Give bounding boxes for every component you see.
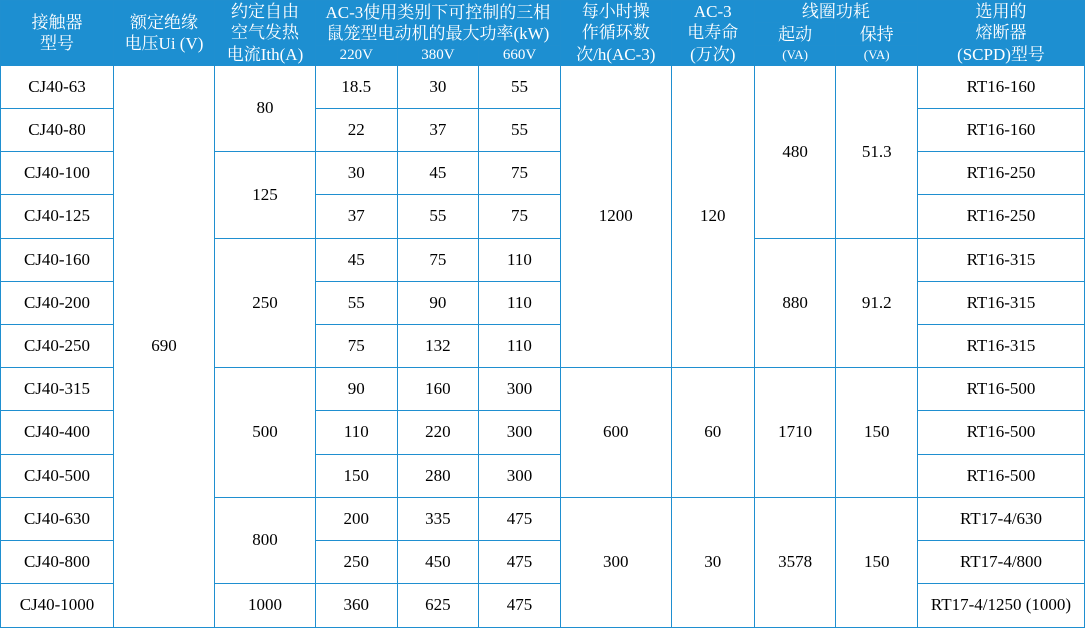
cell-cycles-300: 300 <box>560 497 671 627</box>
cell-power-660v: 110 <box>479 324 561 367</box>
cell-power-660v: 55 <box>479 108 561 151</box>
cell-coil-start-3578: 3578 <box>754 497 836 627</box>
cell-scpd: RT16-315 <box>918 324 1085 367</box>
cell-power-220v: 55 <box>316 281 398 324</box>
header-power-line2: 鼠笼型电动机的最大功率(kW) <box>326 23 550 43</box>
cell-life-120: 120 <box>671 65 754 367</box>
header-coil-hold <box>836 23 918 45</box>
cell-power-380v: 37 <box>397 108 479 151</box>
table-row <box>1 65 1085 108</box>
header-cycles-line2: 作循环数 <box>581 23 650 43</box>
cell-power-220v: 37 <box>316 195 398 238</box>
header-power-660v: 660V <box>479 45 561 65</box>
cell-power-220v: 22 <box>316 108 398 151</box>
cell-scpd: RT16-250 <box>918 195 1085 238</box>
cell-scpd: RT16-500 <box>918 411 1085 454</box>
header-ui-line1: 额定绝缘 <box>130 12 198 32</box>
cell-power-220v: 150 <box>316 454 398 497</box>
cell-power-220v: 45 <box>316 238 398 281</box>
cell-life-60: 60 <box>671 368 754 498</box>
cell-power-220v: 75 <box>316 324 398 367</box>
cell-power-660v: 475 <box>479 497 561 540</box>
cell-scpd: RT16-160 <box>918 108 1085 151</box>
header-ith-line1: 约定自由 <box>231 2 299 21</box>
cell-model: CJ40-800 <box>1 540 114 583</box>
header-power-line1: AC-3使用类别下可控制的三相 <box>325 2 551 22</box>
cell-model: CJ40-1000 <box>1 584 114 627</box>
cell-power-380v: 55 <box>397 195 479 238</box>
cell-power-380v: 30 <box>397 65 479 108</box>
header-cycles-line1: 每小时操 <box>581 2 650 21</box>
cell-scpd: RT17-4/630 <box>918 497 1085 540</box>
header-row-1 <box>1 1 1085 23</box>
cell-power-220v: 360 <box>316 584 398 627</box>
cell-power-660v: 75 <box>479 195 561 238</box>
header-coil-consumption-group: 线圈功耗 <box>754 1 917 23</box>
header-model-line1: 接触器 <box>31 12 83 32</box>
cell-power-380v: 132 <box>397 324 479 367</box>
header-life-line1: AC-3 <box>693 2 732 21</box>
cell-power-380v: 90 <box>397 281 479 324</box>
cell-power-380v: 160 <box>397 368 479 411</box>
header-thermal-current <box>215 1 316 66</box>
cell-model: CJ40-63 <box>1 65 114 108</box>
cell-power-220v: 110 <box>316 411 398 454</box>
header-ith-line3: 电流Ith(A) <box>226 44 304 64</box>
cell-life-30: 30 <box>671 497 754 627</box>
table-header <box>1 1 1085 66</box>
cell-power-660v: 110 <box>479 238 561 281</box>
cell-thermal-current-80: 80 <box>215 65 316 151</box>
header-model <box>1 1 114 66</box>
header-coil-start <box>754 23 836 45</box>
header-coil-hold-unit: (VA) <box>836 45 918 65</box>
cell-power-660v: 300 <box>479 411 561 454</box>
header-power-220v: 220V <box>316 45 398 65</box>
header-cycles-line3: 次/h(AC-3) <box>576 44 656 64</box>
cell-power-220v: 90 <box>316 368 398 411</box>
cell-power-660v: 300 <box>479 454 561 497</box>
cell-power-380v: 280 <box>397 454 479 497</box>
header-life-line3: (万次) <box>690 44 736 64</box>
cell-coil-start-480: 480 <box>754 65 836 238</box>
cell-model: CJ40-160 <box>1 238 114 281</box>
cell-model: CJ40-630 <box>1 497 114 540</box>
cell-coil-hold-150-a: 150 <box>836 368 918 498</box>
header-scpd-line3: (SCPD)型号 <box>957 44 1045 64</box>
header-max-power-group <box>316 1 561 46</box>
cell-model: CJ40-200 <box>1 281 114 324</box>
cell-model: CJ40-100 <box>1 152 114 195</box>
header-model-line2: 型号 <box>40 33 74 53</box>
cell-power-380v: 220 <box>397 411 479 454</box>
cell-coil-hold-912: 91.2 <box>836 238 918 368</box>
cell-power-660v: 75 <box>479 152 561 195</box>
cell-scpd: RT16-315 <box>918 238 1085 281</box>
cell-coil-start-880: 880 <box>754 238 836 368</box>
cell-thermal-current-125: 125 <box>215 152 316 238</box>
cell-cycles-600: 600 <box>560 368 671 498</box>
cell-cycles-1200: 1200 <box>560 65 671 367</box>
cell-thermal-current-800: 800 <box>215 497 316 583</box>
cell-power-220v: 30 <box>316 152 398 195</box>
cell-thermal-current-250: 250 <box>215 238 316 368</box>
cell-model: CJ40-125 <box>1 195 114 238</box>
cell-scpd: RT16-315 <box>918 281 1085 324</box>
cell-model: CJ40-315 <box>1 368 114 411</box>
header-coil-start-label: 起动 <box>778 24 813 44</box>
cell-power-660v: 55 <box>479 65 561 108</box>
cell-power-660v: 110 <box>479 281 561 324</box>
cell-scpd: RT16-500 <box>918 454 1085 497</box>
cell-model: CJ40-400 <box>1 411 114 454</box>
cell-power-220v: 18.5 <box>316 65 398 108</box>
header-operating-cycles <box>560 1 671 66</box>
cell-thermal-current-500: 500 <box>215 368 316 498</box>
header-scpd-line2: 熔断器 <box>975 23 1027 43</box>
cell-power-380v: 45 <box>397 152 479 195</box>
cell-scpd: RT16-160 <box>918 65 1085 108</box>
table-body <box>1 65 1085 627</box>
cell-power-380v: 335 <box>397 497 479 540</box>
cell-coil-hold-513: 51.3 <box>836 65 918 238</box>
header-coil-hold-label: 保持 <box>859 24 894 44</box>
cell-power-660v: 475 <box>479 540 561 583</box>
header-coil-start-unit: (VA) <box>754 45 836 65</box>
cell-power-380v: 450 <box>397 540 479 583</box>
cell-scpd: RT16-500 <box>918 368 1085 411</box>
cell-coil-start-1710: 1710 <box>754 368 836 498</box>
cell-model: CJ40-80 <box>1 108 114 151</box>
header-rated-insulation-voltage <box>114 1 215 66</box>
cell-scpd: RT17-4/800 <box>918 540 1085 583</box>
header-scpd-line1: 选用的 <box>975 2 1027 21</box>
cell-thermal-current-1000: 1000 <box>215 584 316 627</box>
cell-coil-hold-150-b: 150 <box>836 497 918 627</box>
cell-power-220v: 200 <box>316 497 398 540</box>
header-ith-line2: 空气发热 <box>231 23 299 43</box>
header-life-line2: 电寿命 <box>687 23 739 43</box>
cell-model: CJ40-500 <box>1 454 114 497</box>
cell-power-220v: 250 <box>316 540 398 583</box>
cell-model: CJ40-250 <box>1 324 114 367</box>
cell-power-380v: 625 <box>397 584 479 627</box>
cell-power-660v: 300 <box>479 368 561 411</box>
header-ui-line2: 电压Ui (V) <box>124 33 204 53</box>
cell-power-660v: 475 <box>479 584 561 627</box>
header-power-380v: 380V <box>397 45 479 65</box>
header-scpd <box>918 1 1085 66</box>
header-electrical-life <box>671 1 754 66</box>
cell-rated-insulation-voltage: 690 <box>114 65 215 627</box>
cell-scpd: RT16-250 <box>918 152 1085 195</box>
cell-power-380v: 75 <box>397 238 479 281</box>
cell-scpd: RT17-4/1250 (1000) <box>918 584 1085 627</box>
